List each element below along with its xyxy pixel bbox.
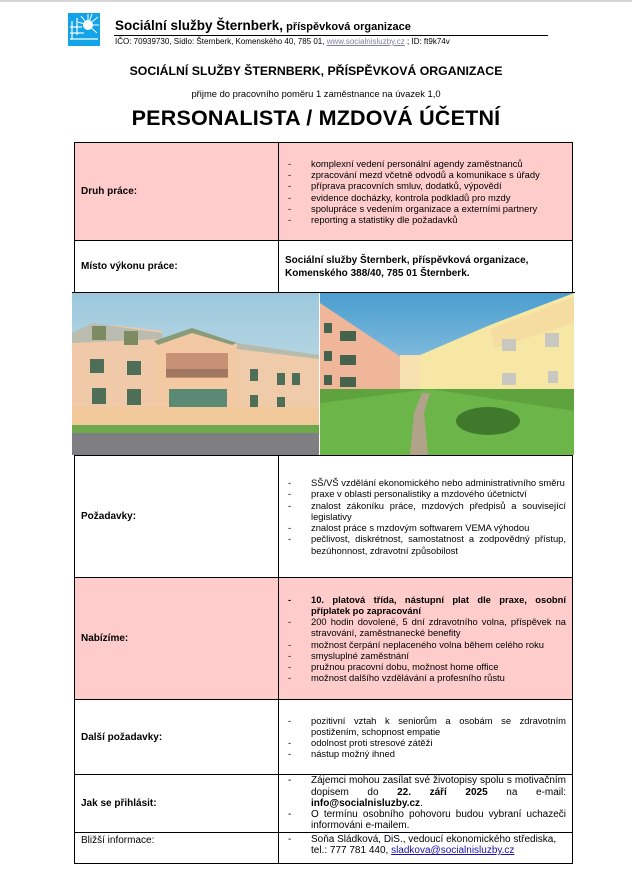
list-item-text: pečlivost, diskrétnost, samostatnost a zodpovědný přístup, bezúhonnost, zdravotní způsobilost: [311, 533, 566, 556]
list-item-text: praxe v oblasti personalistiky a mzdového účetnictví: [311, 488, 527, 500]
hiring-subtitle: přijme do pracovního poměru 1 zaměstnance na úvazek 1,0: [191, 88, 441, 99]
apply-text: na e-mail:: [487, 786, 567, 798]
list-item-text: komplexní vedení personální agendy zaměstnanců: [311, 157, 523, 169]
organization-name: [115, 18, 411, 33]
contact-text: [311, 834, 566, 856]
list-item: - evidence docházky, kontrola podkladů pro mzdy: [288, 192, 566, 203]
list-item-text: pružnou pracovní dobu, možnost home office: [311, 660, 499, 672]
list-item: - praxe v oblasti personalistiky a mzdového účetnictví: [288, 488, 566, 499]
sun-logo-icon: [68, 13, 100, 46]
contact-phone: tel.: 777 781 440,: [311, 845, 392, 857]
list-item-text: příprava pracovních smluv, dodatků, výpovědí: [311, 180, 502, 192]
website-link[interactable]: www.socialnisluzby.cz: [326, 37, 405, 46]
row-contact: [74, 832, 573, 864]
org-id: ; ID: ft9k74v: [404, 37, 450, 46]
list-item-text: znalost práce s mzdovým softwarem VEMA výhodou: [311, 522, 530, 534]
list-item: - SŠ/VŠ vzdělání ekonomického nebo administrativního směru: [288, 477, 565, 489]
requirements-list: [279, 456, 572, 577]
organization-info: [115, 37, 450, 46]
list-item: - pozitivní vztah k seniorům a osobám se zdravotním postižením, schopnost empatie: [288, 714, 566, 737]
list-item-salary: - 10. platová třída, nástupní plat dle praxe, osobní příplatek po zapracování: [288, 593, 566, 616]
job-details-table: [74, 142, 573, 864]
how-to-apply-label: Jak se přihlásit:: [75, 775, 279, 832]
list-item-text: zpracování mezd včetně odvodů a komunikace s úřady: [311, 169, 540, 181]
list-item: - nástup možný ihned: [288, 748, 566, 759]
organization-heading: SOCIÁLNÍ SLUŽBY ŠTERNBERK, PŘÍSPĚVKOVÁ ORGANIZACE: [129, 64, 503, 78]
workplace-label: Místo výkonu práce:: [75, 241, 279, 292]
list-item: - možnost čerpání neplaceného volna během celého roku: [288, 639, 566, 650]
row-workplace: [74, 240, 573, 292]
contact-person: Soňa Sládková, DiS., vedoucí ekonomického střediska,: [311, 834, 557, 845]
row-other-requirements: [74, 699, 573, 774]
photos-row: [72, 292, 575, 455]
list-item-text: 200 hodin dovolené, 5 dní zdravotního volna, příspěvek na stravování, zaměstnanecké benefity: [311, 616, 566, 639]
list-item-text: nástup možný ihned: [311, 748, 395, 760]
other-requirements-list: [279, 700, 572, 774]
list-item-text: reporting a statistiky dle požadavků: [311, 213, 458, 225]
list-item-text: odolnost proti stresové zátěži: [311, 737, 433, 748]
list-item: - 200 hodin dovolené, 5 dní zdravotního volna, příspěvek na stravování, zaměstnanecké benefity: [288, 616, 566, 639]
job-type-label: Druh práce:: [75, 143, 279, 240]
list-item: - Zájemci mohou zasílat své životopisy spolu s motivačním dopisem do 22. září 2025 na e-mail: info@socialnisluzby.cz.: [288, 775, 567, 809]
list-item: - znalost práce s mzdovým softwarem VEMA výhodou: [288, 522, 566, 533]
apply-text: Zájemci mohou zasílat své životopisy spolu s motivačním dopisem do: [311, 775, 566, 798]
org-info-text: IČO: 70939730, Sídlo: Šternberk, Komenského 40, 785 01,: [115, 37, 327, 46]
list-item: - spolupráce s vedením organizace a externími partnery: [288, 203, 566, 214]
list-item-text: možnost dalšího vzdělávání a profesního růstu: [311, 672, 505, 684]
apply-instructions: [311, 775, 566, 809]
apply-email[interactable]: info@socialnisluzby.cz: [311, 797, 421, 809]
courtyard-photo: [320, 293, 574, 455]
workplace-address: [279, 241, 572, 292]
position-title: PERSONALISTA / MZDOVÁ ÚČETNÍ: [131, 106, 501, 130]
contact-email-link[interactable]: sladkova@socialnisluzby.cz: [391, 845, 515, 857]
interview-note: O termínu osobního pohovoru budou vybraní uchazeči informováni e-mailem.: [311, 809, 566, 832]
how-to-apply-list: [279, 775, 572, 832]
offer-list: [279, 578, 572, 699]
org-name-main: Sociální služby Šternberk,: [115, 18, 284, 33]
salary-text: 10. platová třída, nástupní plat dle praxe, osobní příplatek po zapracování: [311, 593, 566, 616]
list-item: - možnost dalšího vzdělávání a profesního růstu: [288, 672, 566, 683]
row-how-to-apply: [74, 774, 573, 832]
list-item: - smysluplné zaměstnání: [288, 650, 566, 661]
deadline: 22. září 2025: [397, 786, 488, 798]
list-item-text: evidence docházky, kontrola podkladů pro mzdy: [311, 191, 511, 203]
row-job-type: [74, 142, 573, 240]
list-item-text: SŠ/VŠ vzdělání ekonomického nebo administrativního směru: [311, 477, 565, 489]
list-item-text: pozitivní vztah k seniorům a osobám se zdravotním postižením, schopnost empatie: [311, 714, 566, 737]
list-item: - příprava pracovních smluv, dodatků, výpovědí: [288, 180, 566, 191]
apply-text: .: [420, 797, 423, 809]
workplace-line-1: Sociální služby Šternberk, příspěvková organizace,: [285, 254, 529, 266]
list-item-text: smysluplné zaměstnání: [311, 649, 409, 661]
list-item: - odolnost proti stresové zátěži: [288, 737, 566, 748]
list-item: - pečlivost, diskrétnost, samostatnost a zodpovědný přístup, bezúhonnost, zdravotní způsobilost: [288, 533, 566, 556]
org-name-sub: příspěvková organizace: [283, 21, 411, 33]
list-item: - O termínu osobního pohovoru budou vybraní uchazeči informováni e-mailem.: [288, 809, 566, 832]
workplace-line-2: Komenského 388/40, 785 01 Šternberk.: [285, 267, 470, 279]
contact-label: Bližší informace:: [75, 833, 279, 863]
contact-info: [279, 833, 572, 863]
building-front-photo: [72, 293, 319, 455]
list-item: - komplexní vedení personální agendy zaměstnanců: [288, 158, 566, 169]
header-divider: [114, 35, 548, 36]
offer-label: Nabízíme:: [75, 578, 279, 699]
list-item: - znalost zákoníku práce, mzdových předpisů a související legislativy: [288, 499, 566, 522]
row-offer: [74, 577, 573, 699]
requirements-label: Požadavky:: [75, 456, 279, 577]
list-item-text: znalost zákoníku práce, mzdových předpisů a související legislativy: [311, 499, 566, 522]
list-item: - Soňa Sládková, DiS., vedoucí ekonomického střediska, tel.: 777 781 440, sladkova@socialnisluzby.cz: [288, 834, 566, 856]
list-item: - pružnou pracovní dobu, možnost home office: [288, 661, 566, 672]
list-item: - zpracování mezd včetně odvodů a komunikace s úřady: [288, 169, 566, 180]
job-type-list: [279, 143, 572, 240]
list-item: - reporting a statistiky dle požadavků: [288, 214, 566, 225]
row-requirements: [74, 455, 573, 577]
list-item-text: spolupráce s vedením organizace a externími partnery: [311, 202, 538, 214]
list-item-text: možnost čerpání neplaceného volna během celého roku: [311, 638, 544, 650]
other-requirements-label: Další požadavky:: [75, 700, 279, 774]
letterhead: [68, 13, 548, 49]
